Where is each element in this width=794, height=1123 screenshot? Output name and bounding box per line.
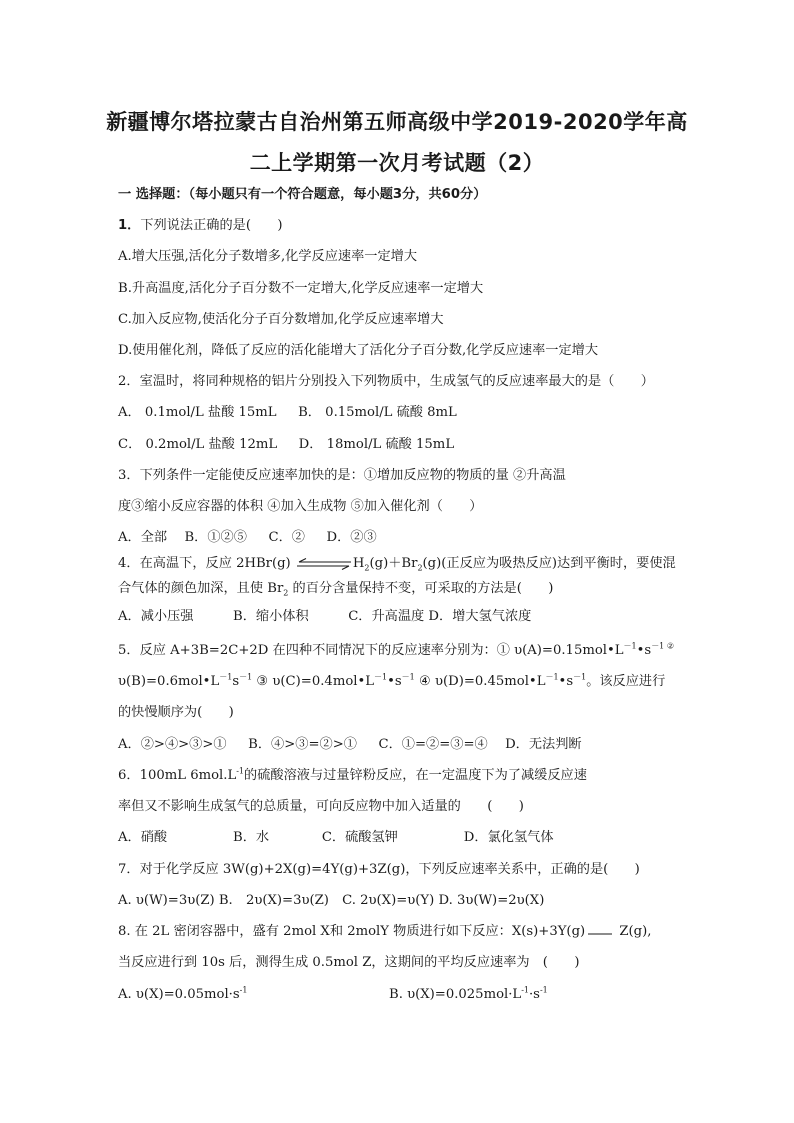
q8-stem-line2: 当反应进行到 10s 后，测得生成 0.5mol Z，这期间的平均反应速率为 ( ) [118,955,580,970]
q5-text-j: 。该反应进行 [586,674,666,689]
q5-options: A．②>④>③>① B．④>③=②>① C．①=②=③=④ D．无法判断 [118,737,582,752]
q4-stem-line2 [118,580,553,598]
q4-text-f: 的百分含量保持不变，可采取的方法是( ) [288,581,554,596]
q2-options-ab: A． 0.1mol/L 盐酸 15mL B． 0.15mol/L 硫酸 8mL [118,405,457,420]
q5-text-g: •s [387,674,402,689]
q5-sup-e: －1 [374,672,388,682]
q4-sub-2a: 2 [364,563,370,573]
q8-option-a-sup: -1 [239,985,248,995]
q4-text-b: H [352,556,365,571]
q5-text-h: ④ υ(D)=0.45mol•L [414,674,546,689]
q7-options: A. υ(W)=3υ(Z) B. 2υ(X)=3υ(Z) C. 2υ(X)=υ(Y) D. 3υ(W)=2υ(X) [118,893,545,908]
q5-text-c: ② [664,641,674,651]
q8-stem-line1 [118,923,651,941]
q5-sup-h: －1 [573,672,587,682]
q8-option-b [389,986,548,1004]
q6-stem-line1 [118,767,587,785]
q7-stem: 7．对于化学反应 3W(g)+2X(g)=4Y(g)+3Z(g)，下列反应速率关系中，正确的是( ) [118,862,640,877]
q3-options: A．全部 B．①②⑤ C．② D．②③ [118,530,377,545]
q2-options-cd: C． 0.2mol/L 盐酸 12mL D． 18mol/L 硫酸 15mL [118,437,455,452]
q5-sup-a: －1 [623,641,637,651]
q6-options: A．硝酸 B．水 C．硫酸氢钾 D．氯化氢气体 [118,830,554,845]
q5-sup-f: －1 [401,672,415,682]
q8-option-b-text: B. υ(X)=0.025mol·L [389,987,522,1002]
q8-option-a-text: A. υ(X)=0.05mol·s [118,987,240,1002]
q1-option-b: B.升高温度,活化分子百分数不一定增大,化学反应速率一定增大 [118,281,484,296]
exam-title-line2: 二上学期第一次月考试题（2） [249,151,545,175]
q2-stem: 2．室温时，将同种规格的铝片分别投入下列物质中，生成氢气的反应速率最大的是（ ） [118,374,654,389]
q3-stem-line2: 度③缩小反应容器的体积 ④加入生成物 ⑤加入催化剂（ ） [118,499,483,514]
q5-sup-g: －1 [545,672,559,682]
q8-option-b-sup2: -1 [539,985,548,995]
q5-stem-line1 [118,642,674,660]
q8-text-a: 8. 在 2L 密闭容器中，盛有 2mol X和 2molY 物质进行如下反应：X(s)+3Y(g) [118,924,586,939]
q6-sup: -1 [236,766,245,776]
q5-sup-b: －1 [651,641,665,651]
q6-text-b: 的硫酸溶液与过量锌粉反应，在一定温度下为了减缓反应速 [244,768,587,783]
equilibrium-arrow-icon [295,558,353,570]
q6-text-a: 6．100mL 6mol.L [118,768,237,783]
q4-text-e: 合气体的颜色加深，且使 Br [118,581,284,596]
exam-title-line1: 新疆博尔塔拉蒙古自治州第五师高级中学2019-2020学年高 [106,110,688,134]
q5-text-e: s [232,674,240,689]
q5-sup-c: －1 [219,672,233,682]
q6-stem-line2: 率但又不影响生成氢气的总质量，可向反应物中加入适量的 ( ) [118,799,524,814]
q5-text-b: •s [636,643,652,658]
q5-text-a: 5．反应 A+3B=2C+2D 在四种不同情况下的反应速率分别为：① υ(A)=0.15mol•L [118,643,624,658]
q8-option-b-mid: ·s [528,987,540,1002]
q4-text-d: (g)(正反应为吸热反应)达到平衡时，要使混 [422,556,676,571]
q5-sup-d: －1 [239,672,253,682]
q1-option-a: A.增大压强,活化分子数增多,化学反应速率一定增大 [118,249,418,264]
q1-number: 1． [118,218,141,233]
q5-text-d: υ(B)=0.6mol•L [118,674,220,689]
q8-option-a [118,986,247,1004]
q4-stem-line1 [118,555,676,573]
q3-stem-line1: 3．下列条件一定能使反应速率加快的是：①增加反应物的物质的量 ②升高温 [118,468,566,483]
q5-stem-line3: 的快慢顺序为( ) [118,705,234,720]
q8-option-b-sup1: -1 [521,985,529,995]
q1-text: 下列说法正确的是( ) [140,218,283,233]
q1-stem [118,217,283,235]
reaction-arrow-icon [585,927,615,937]
q5-text-f: ③ υ(C)=0.4mol•L [252,674,375,689]
section-heading: 一 选择题：（每小题只有一个符合题意，每小题3分，共60分） [118,187,487,202]
q1-option-c: C.加入反应物,使活化分子百分数增加,化学反应速率增大 [118,312,444,327]
q8-text-b: Z(g), [615,924,652,939]
q1-option-d: D.使用催化剂，降低了反应的活化能增大了活化分子百分数,化学反应速率一定增大 [118,343,599,358]
q4-sub-2b: 2 [417,563,423,573]
q5-text-i: •s [558,674,574,689]
q5-stem-line2 [118,673,665,691]
q4-text-a: 4．在高温下，反应 2HBr(g) [118,556,295,571]
q4-text-c: (g)＋Br [369,556,418,571]
q4-sub-2c: 2 [283,588,289,598]
q4-options: A．减小压强 B．缩小体积 C．升高温度 D．增大氢气浓度 [118,609,532,624]
